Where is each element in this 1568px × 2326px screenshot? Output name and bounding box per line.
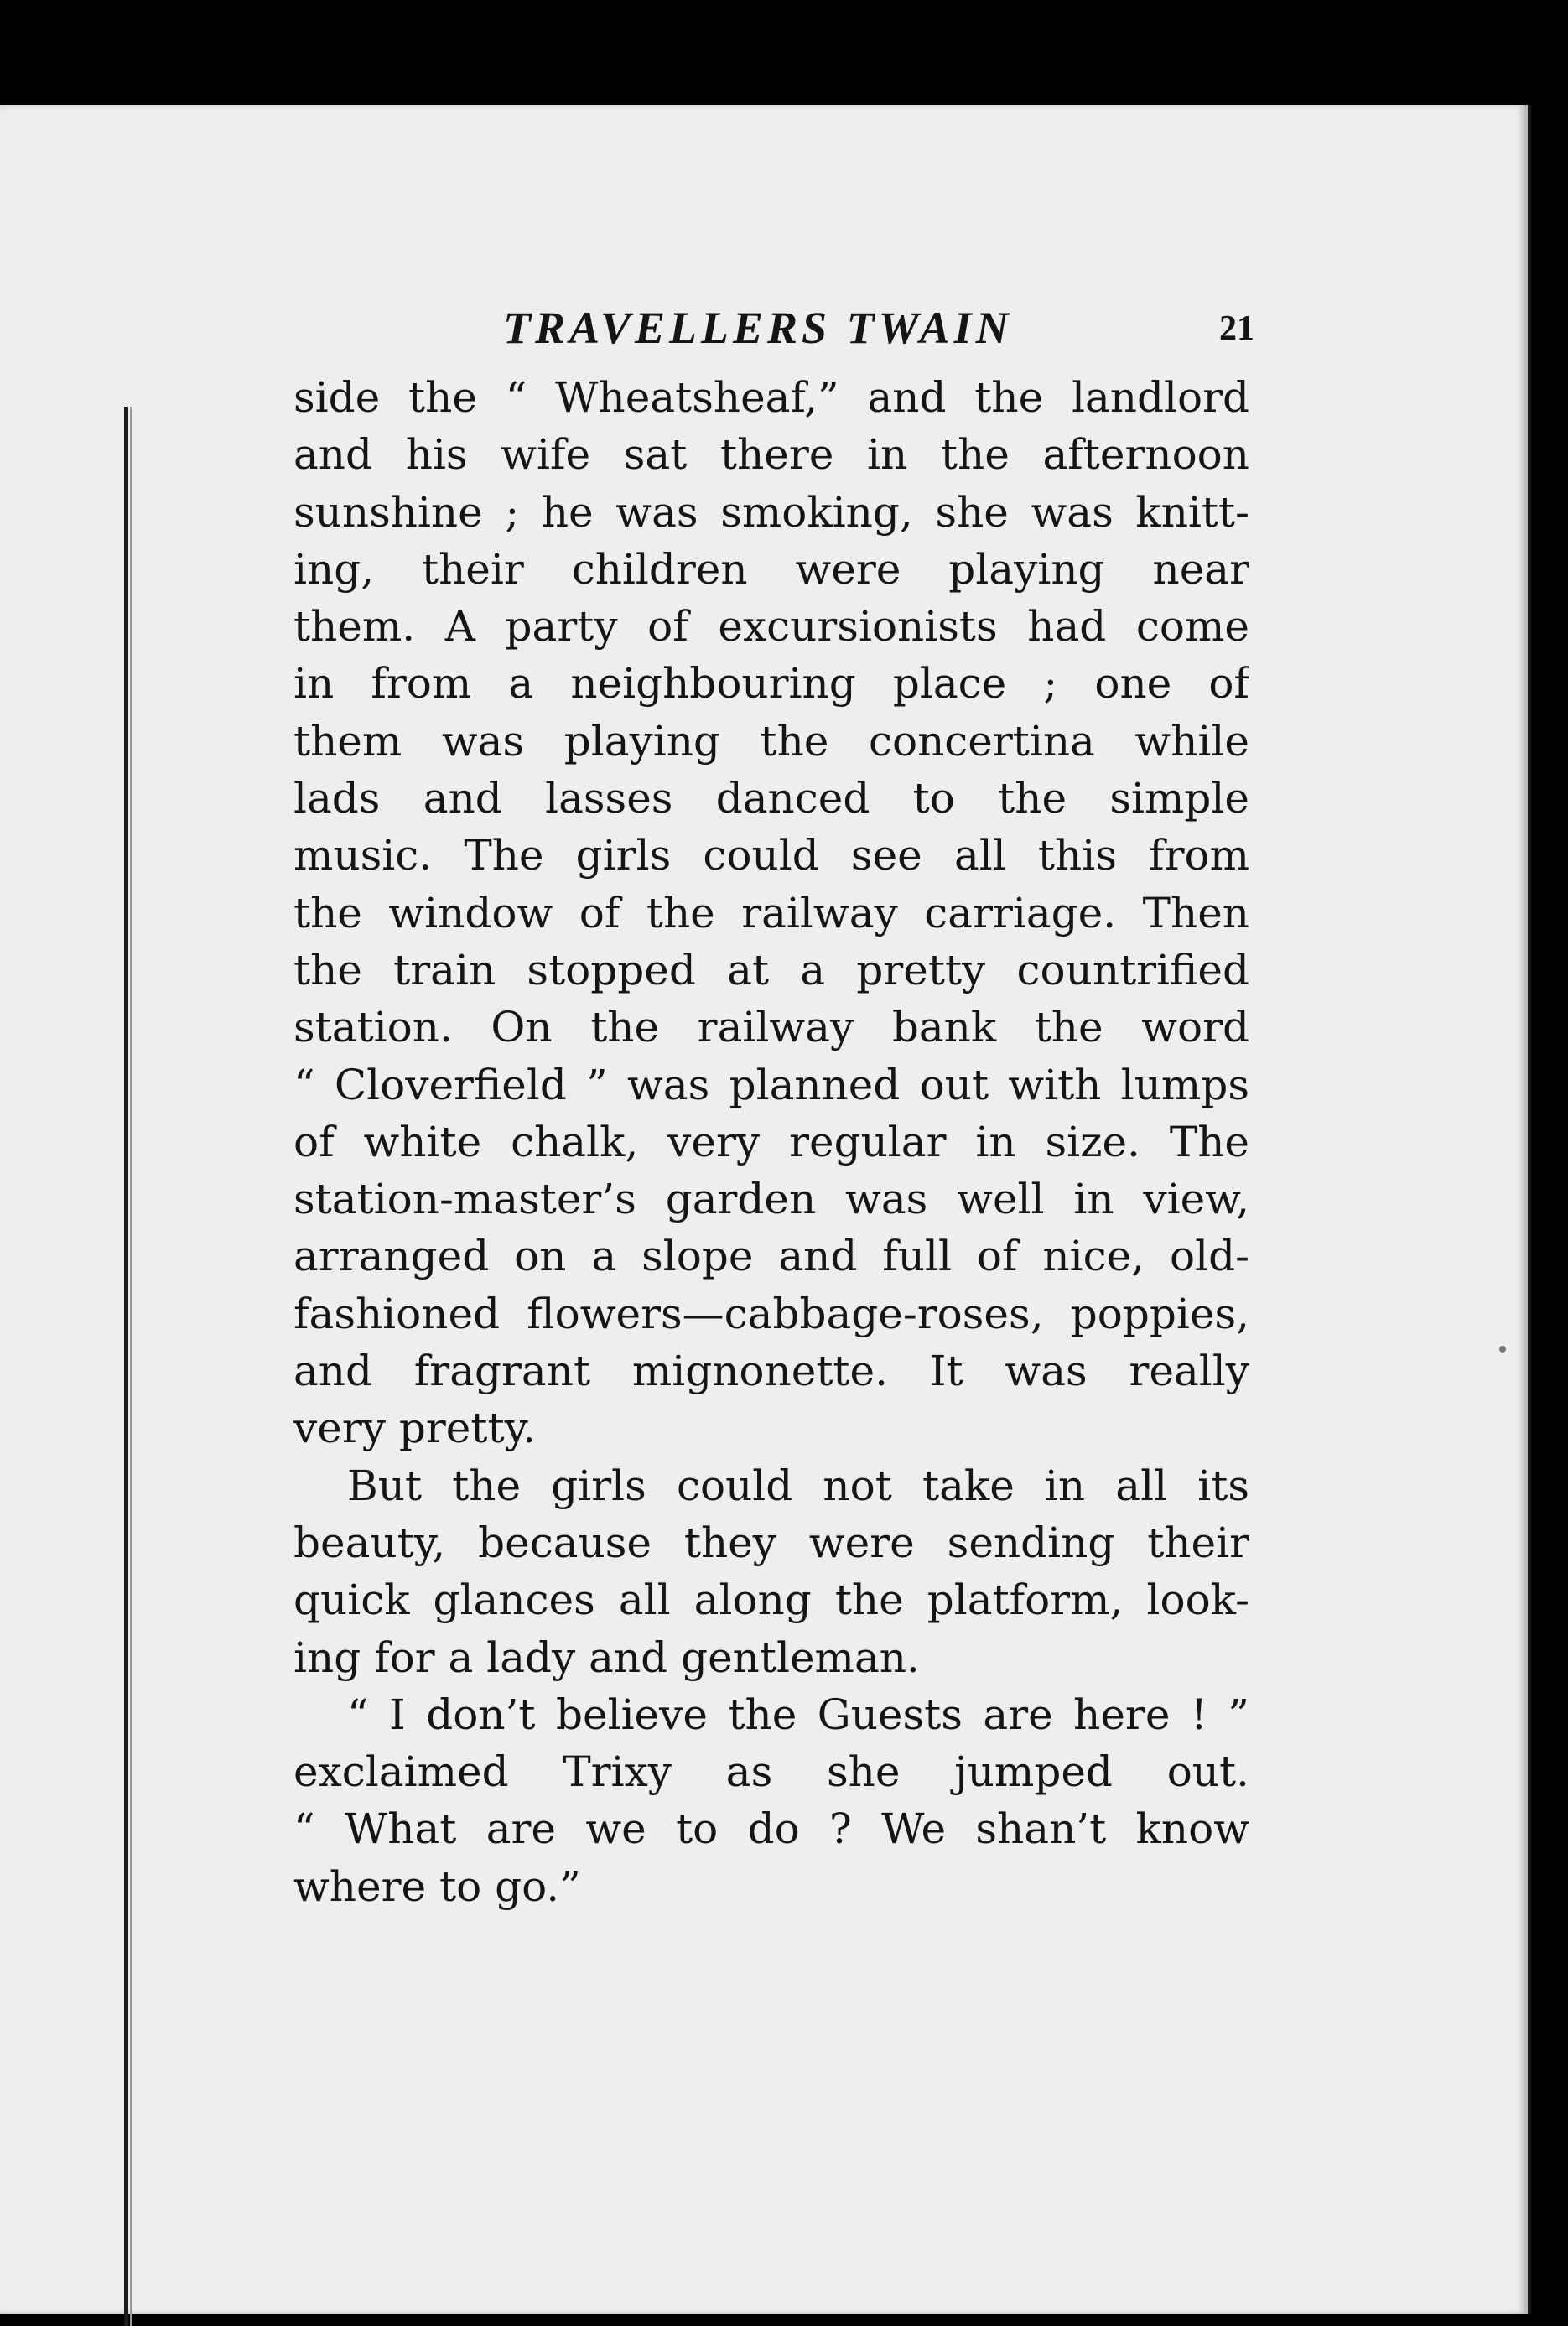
binding-edge	[124, 407, 128, 2326]
paragraph-1	[293, 369, 1249, 1457]
text-line: station-master’s garden was well in view,	[293, 1175, 1249, 1224]
text-line: sunshine ; he was smoking, she was knitt-	[293, 487, 1249, 537]
text-line: and his wife sat there in the afternoon	[293, 430, 1249, 480]
text-line: where to go.”	[293, 1861, 581, 1911]
paragraph-2	[293, 1457, 1249, 1686]
text-line: fashioned flowers—cabbage-roses, poppies,	[293, 1289, 1249, 1338]
text-line: beauty, because they were sending their	[293, 1518, 1249, 1567]
text-line: them was playing the concertina while	[293, 716, 1249, 766]
text-line: quick glances all along the platform, look-	[293, 1576, 1249, 1625]
text-line: and fragrant mignonette. It was really	[293, 1347, 1249, 1396]
text-line: very pretty.	[293, 1404, 537, 1453]
text-line: “ What are we to do ? We shan’t know	[293, 1804, 1249, 1854]
text-line: But the girls could not take in all its	[347, 1461, 1249, 1510]
text-line: station. On the railway bank the word	[293, 1003, 1249, 1052]
text-line: lads and lasses danced to the simple	[293, 774, 1249, 823]
text-line: “ Cloverfield ” was planned out with lumps	[293, 1060, 1249, 1109]
running-head-title: TRAVELLERS TWAIN	[503, 303, 1013, 353]
text-line: “ I don’t believe the Guests are here ! ”	[347, 1690, 1249, 1739]
paragraph-3	[293, 1686, 1249, 1915]
binding-shadow	[130, 407, 132, 2326]
text-line: them. A party of excursionists had come	[293, 602, 1249, 652]
text-line: exclaimed Trixy as she jumped out.	[293, 1747, 1249, 1797]
text-line: ing, their children were playing near	[293, 544, 1249, 594]
text-line: side the “ Wheatsheaf,” and the landlord	[293, 373, 1249, 422]
text-line: music. The girls could see all this from	[293, 831, 1249, 880]
text-line: in from a neighbouring place ; one of	[293, 659, 1249, 709]
text-line: the window of the railway carriage. Then	[293, 888, 1249, 937]
scan-speck	[1499, 1346, 1506, 1353]
text-line: ing for a lady and gentleman.	[293, 1633, 920, 1682]
text-line: of white chalk, very regular in size. The	[293, 1117, 1249, 1166]
text-line: arranged on a slope and full of nice, old-	[293, 1232, 1249, 1281]
text-line: the train stopped at a pretty countrified	[293, 945, 1249, 994]
text-block	[293, 302, 1254, 1915]
running-head	[293, 302, 1254, 353]
page-number: 21	[1219, 309, 1254, 348]
